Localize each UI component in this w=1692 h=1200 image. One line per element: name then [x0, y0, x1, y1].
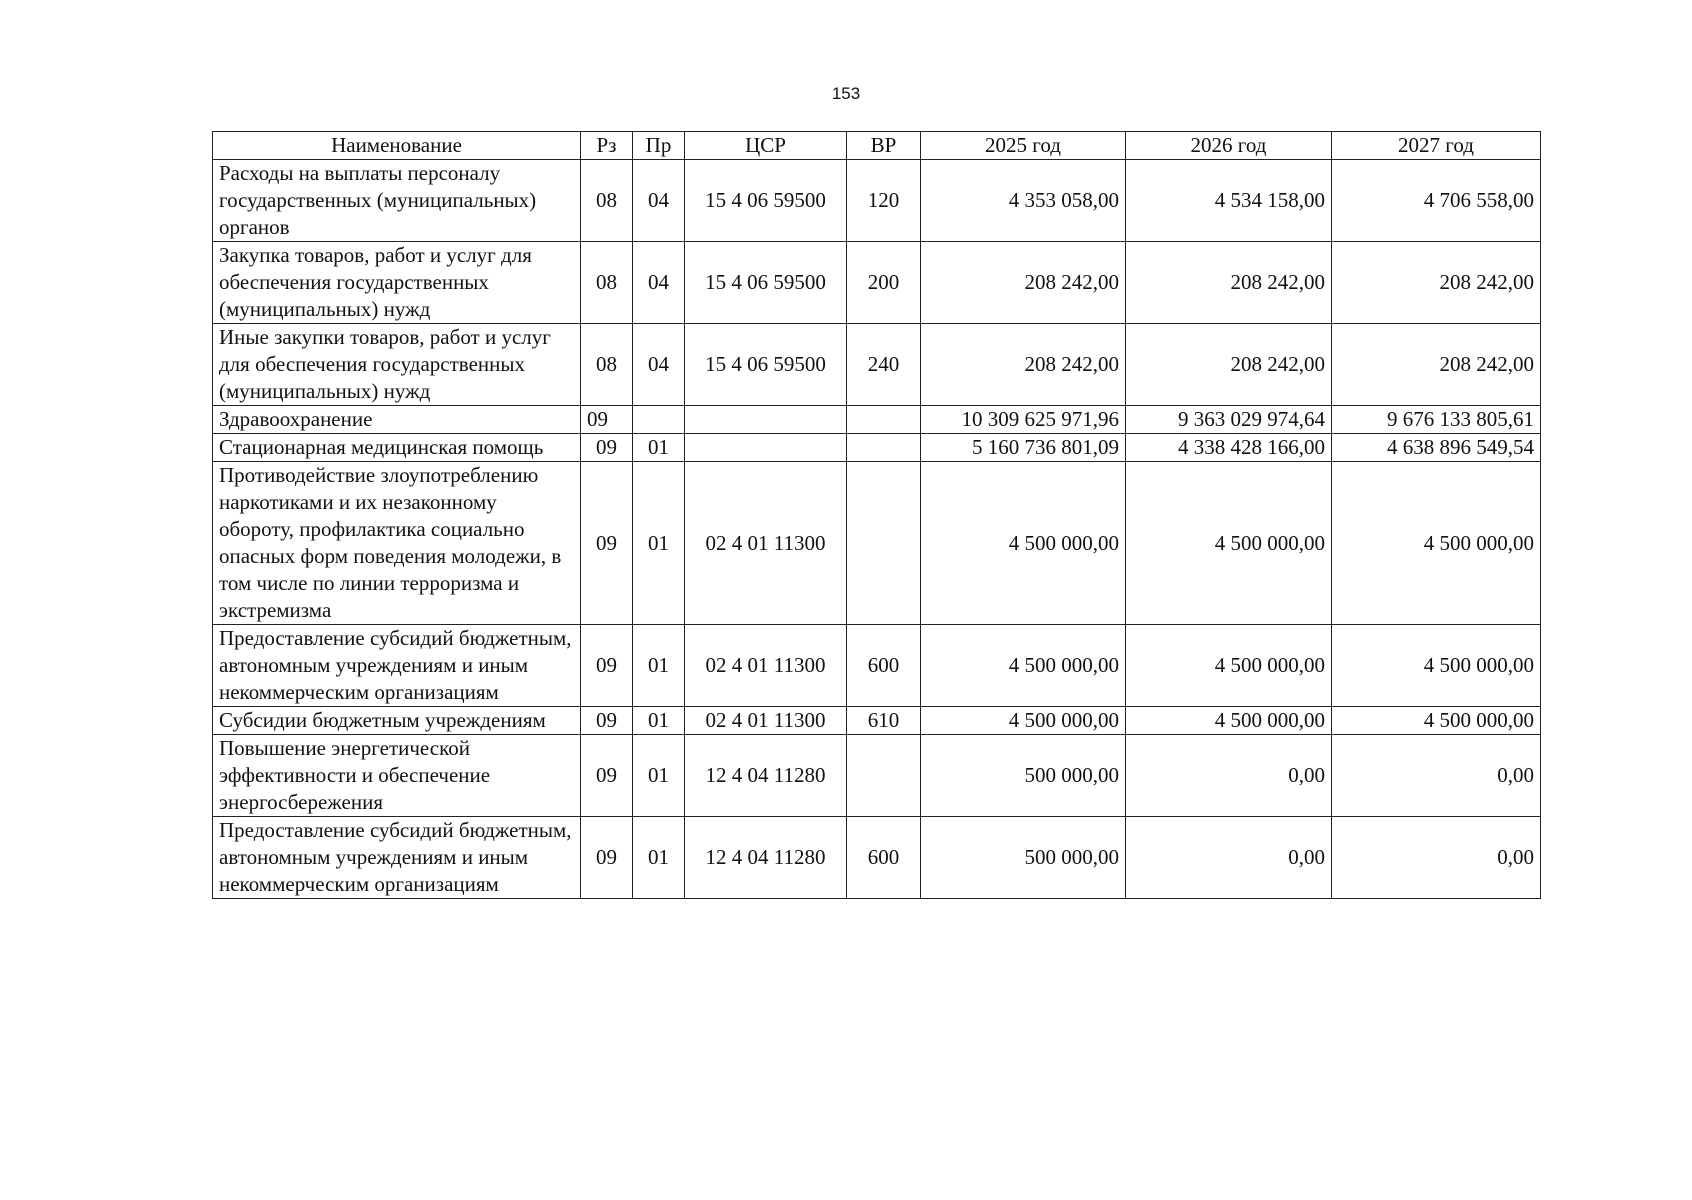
- row-2027: 208 242,00: [1332, 242, 1541, 324]
- row-2027: 4 638 896 549,54: [1332, 434, 1541, 462]
- table-row: [213, 625, 1541, 707]
- row-2027: 0,00: [1332, 817, 1541, 899]
- row-pr: [633, 406, 685, 434]
- header-pr: Пр: [633, 132, 685, 160]
- row-pr: 04: [633, 160, 685, 242]
- row-csr: 02 4 01 11300: [685, 707, 847, 735]
- page-number: 153: [831, 84, 861, 103]
- row-2025: 208 242,00: [921, 242, 1126, 324]
- row-2025: 4 500 000,00: [921, 707, 1126, 735]
- header-csr: ЦСР: [685, 132, 847, 160]
- row-name: Здравоохранение: [213, 406, 581, 434]
- table-row: [213, 324, 1541, 406]
- row-2025: 500 000,00: [921, 735, 1126, 817]
- row-vr: [847, 462, 921, 625]
- row-2026: 4 500 000,00: [1126, 707, 1332, 735]
- row-pr: 04: [633, 324, 685, 406]
- row-pr: 04: [633, 242, 685, 324]
- row-name: Закупка товаров, работ и услуг для обеспечения государственных (муниципальных) нужд: [213, 242, 581, 324]
- row-csr: 12 4 04 11280: [685, 735, 847, 817]
- row-name: Стационарная медицинская помощь: [213, 434, 581, 462]
- row-vr: 600: [847, 625, 921, 707]
- row-2026: 4 338 428 166,00: [1126, 434, 1332, 462]
- row-csr: 15 4 06 59500: [685, 324, 847, 406]
- row-2025: 4 500 000,00: [921, 625, 1126, 707]
- row-2025: 5 160 736 801,09: [921, 434, 1126, 462]
- row-name: Субсидии бюджетным учреждениям: [213, 707, 581, 735]
- row-2026: 4 500 000,00: [1126, 462, 1332, 625]
- table-row: [213, 434, 1541, 462]
- row-2027: 4 500 000,00: [1332, 707, 1541, 735]
- row-2027: 208 242,00: [1332, 324, 1541, 406]
- table-row: [213, 160, 1541, 242]
- row-2027: 4 500 000,00: [1332, 462, 1541, 625]
- row-2027: 4 500 000,00: [1332, 625, 1541, 707]
- row-vr: [847, 735, 921, 817]
- row-pr: 01: [633, 735, 685, 817]
- row-rz: 09: [581, 406, 633, 434]
- row-vr: 200: [847, 242, 921, 324]
- row-csr: 12 4 04 11280: [685, 817, 847, 899]
- row-vr: 240: [847, 324, 921, 406]
- row-2025: 10 309 625 971,96: [921, 406, 1126, 434]
- row-rz: 09: [581, 817, 633, 899]
- row-2025: 4 353 058,00: [921, 160, 1126, 242]
- row-name: Иные закупки товаров, работ и услуг для обеспечения государственных (муниципальных) нужд: [213, 324, 581, 406]
- row-2026: 208 242,00: [1126, 242, 1332, 324]
- row-rz: 09: [581, 625, 633, 707]
- row-name: Расходы на выплаты персоналу государственных (муниципальных) органов: [213, 160, 581, 242]
- row-name: Предоставление субсидий бюджетным, автономным учреждениям и иным некоммерческим организациям: [213, 625, 581, 707]
- header-name: Наименование: [213, 132, 581, 160]
- row-2025: 208 242,00: [921, 324, 1126, 406]
- header-2027: 2027 год: [1332, 132, 1541, 160]
- budget-table: [212, 131, 1541, 899]
- row-2026: 9 363 029 974,64: [1126, 406, 1332, 434]
- row-2026: 4 534 158,00: [1126, 160, 1332, 242]
- header-row: [213, 132, 1541, 160]
- header-2025: 2025 год: [921, 132, 1126, 160]
- row-2026: 4 500 000,00: [1126, 625, 1332, 707]
- row-2026: 0,00: [1126, 817, 1332, 899]
- row-vr: 600: [847, 817, 921, 899]
- row-pr: 01: [633, 817, 685, 899]
- row-vr: 610: [847, 707, 921, 735]
- row-2027: 0,00: [1332, 735, 1541, 817]
- row-rz: 08: [581, 160, 633, 242]
- row-2027: 9 676 133 805,61: [1332, 406, 1541, 434]
- table-row: [213, 817, 1541, 899]
- row-rz: 08: [581, 242, 633, 324]
- row-pr: 01: [633, 625, 685, 707]
- row-2026: 208 242,00: [1126, 324, 1332, 406]
- row-name: Противодействие злоупотреблению наркотиками и их незаконному обороту, профилактика социально опасных форм поведения молодежи, в том числе по линии терроризма и экстремизма: [213, 462, 581, 625]
- row-2027: 4 706 558,00: [1332, 160, 1541, 242]
- row-vr: [847, 406, 921, 434]
- row-rz: 09: [581, 735, 633, 817]
- row-csr: [685, 406, 847, 434]
- row-2025: 4 500 000,00: [921, 462, 1126, 625]
- row-csr: [685, 434, 847, 462]
- row-pr: 01: [633, 462, 685, 625]
- row-2026: 0,00: [1126, 735, 1332, 817]
- row-csr: 02 4 01 11300: [685, 462, 847, 625]
- row-pr: 01: [633, 707, 685, 735]
- table-row: [213, 462, 1541, 625]
- row-rz: 09: [581, 434, 633, 462]
- row-rz: 09: [581, 707, 633, 735]
- row-vr: [847, 434, 921, 462]
- header-rz: Рз: [581, 132, 633, 160]
- row-csr: 02 4 01 11300: [685, 625, 847, 707]
- row-csr: 15 4 06 59500: [685, 242, 847, 324]
- table-row: [213, 406, 1541, 434]
- header-2026: 2026 год: [1126, 132, 1332, 160]
- table-row: [213, 707, 1541, 735]
- row-rz: 09: [581, 462, 633, 625]
- table-row: [213, 242, 1541, 324]
- table-row: [213, 735, 1541, 817]
- row-2025: 500 000,00: [921, 817, 1126, 899]
- row-rz: 08: [581, 324, 633, 406]
- header-vr: ВР: [847, 132, 921, 160]
- row-name: Повышение энергетической эффективности и обеспечение энергосбережения: [213, 735, 581, 817]
- row-vr: 120: [847, 160, 921, 242]
- row-csr: 15 4 06 59500: [685, 160, 847, 242]
- row-name: Предоставление субсидий бюджетным, автономным учреждениям и иным некоммерческим организациям: [213, 817, 581, 899]
- row-pr: 01: [633, 434, 685, 462]
